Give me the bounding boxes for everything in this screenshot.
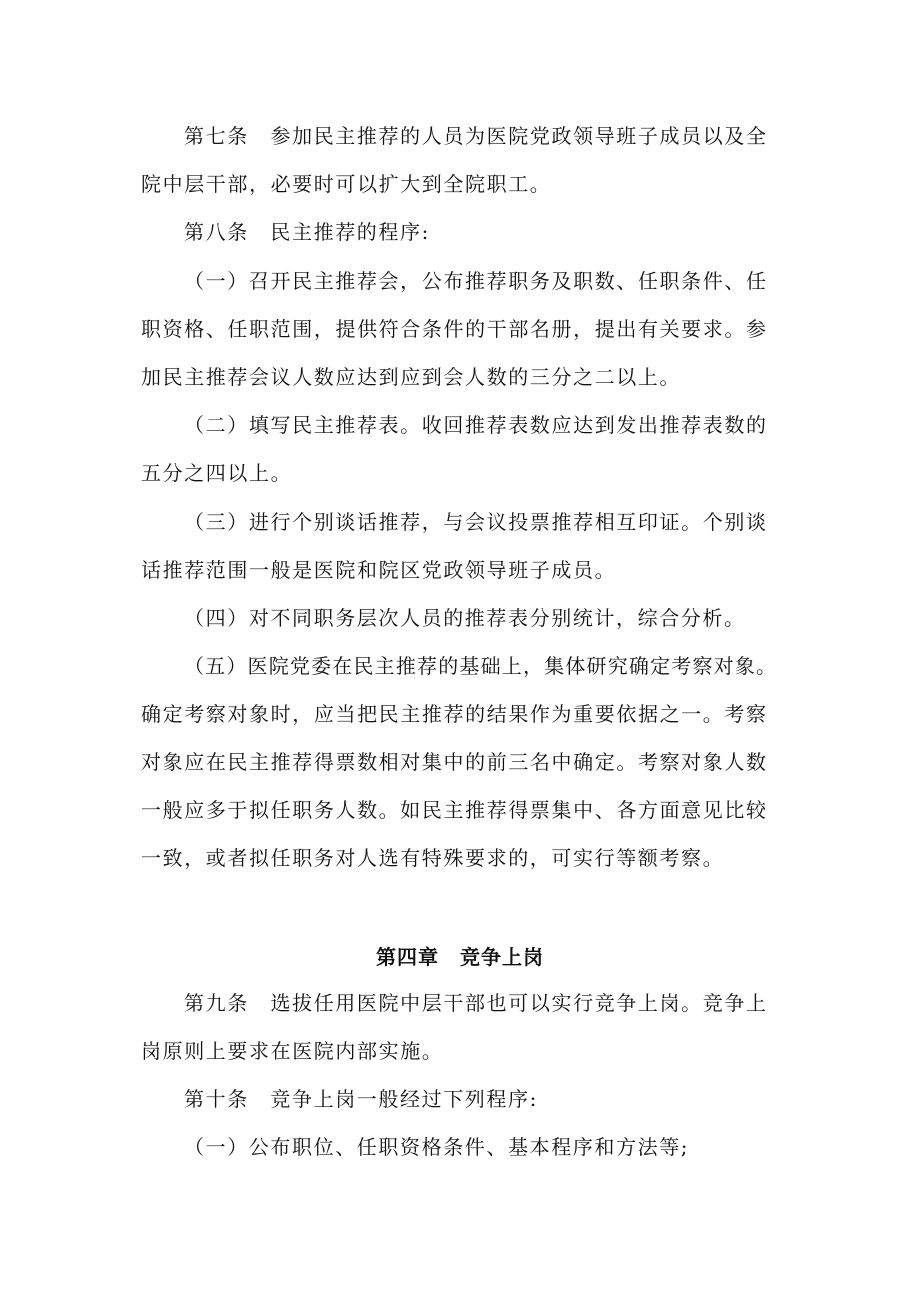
article-8-item-5-line-1: （五）医院党委在民主推荐的基础上，集体研究确定考察对象。 [184,654,776,678]
article-7-line-2: 院中层干部，必要时可以扩大到全院职工。 [141,172,552,196]
article-8-item-5-line-5: 一致，或者拟任职务对人选有特殊要求的，可实行等额考察。 [141,846,725,870]
article-10-title: 第十条 竞争上岗一般经过下列程序: [184,1087,538,1111]
article-8-item-3-line-2: 话推荐范围一般是医院和院区党政领导班子成员。 [141,558,617,582]
article-8-item-4-line-1: （四）对不同职务层次人员的推荐表分别统计，综合分析。 [184,606,746,630]
article-8-item-5-line-2: 确定考察对象时，应当把民主推荐的结果作为重要依据之一。考察 [141,702,766,726]
article-8-item-1-line-1: （一）召开民主推荐会，公布推荐职务及职数、任职条件、任 [184,269,766,293]
article-9-line-1: 第九条 选拔任用医院中层干部也可以实行竞争上岗。竞争上 [184,991,766,1015]
article-10-item-1-line-1: （一）公布职位、任职资格条件、基本程序和方法等; [184,1135,690,1159]
article-8-title: 第八条 民主推荐的程序: [184,220,430,244]
article-7-line-1: 第七条 参加民主推荐的人员为医院党政领导班子成员以及全 [184,124,766,148]
article-8-item-5-line-4: 一般应多于拟任职务人数。如民主推荐得票集中、各方面意见比较 [141,798,766,822]
article-8-item-3-line-1: （三）进行个别谈话推荐，与会议投票推荐相互印证。个别谈 [184,510,766,534]
article-8-item-5-line-3: 对象应在民主推荐得票数相对集中的前三名中确定。考察对象人数 [141,750,766,774]
article-8-item-1-line-2: 职资格、任职范围，提供符合条件的干部名册，提出有关要求。参 [141,317,766,341]
article-8-item-2-line-1: （二）填写民主推荐表。收回推荐表数应达到发出推荐表数的 [184,413,766,437]
article-8-item-2-line-2: 五分之四以上。 [141,461,293,485]
article-8-item-1-line-3: 加民主推荐会议人数应达到应到会人数的三分之二以上。 [141,365,681,389]
article-9-line-2: 岗原则上要求在医院内部实施。 [141,1039,444,1063]
chapter-4-heading: 第四章 竞争上岗 [376,945,544,969]
